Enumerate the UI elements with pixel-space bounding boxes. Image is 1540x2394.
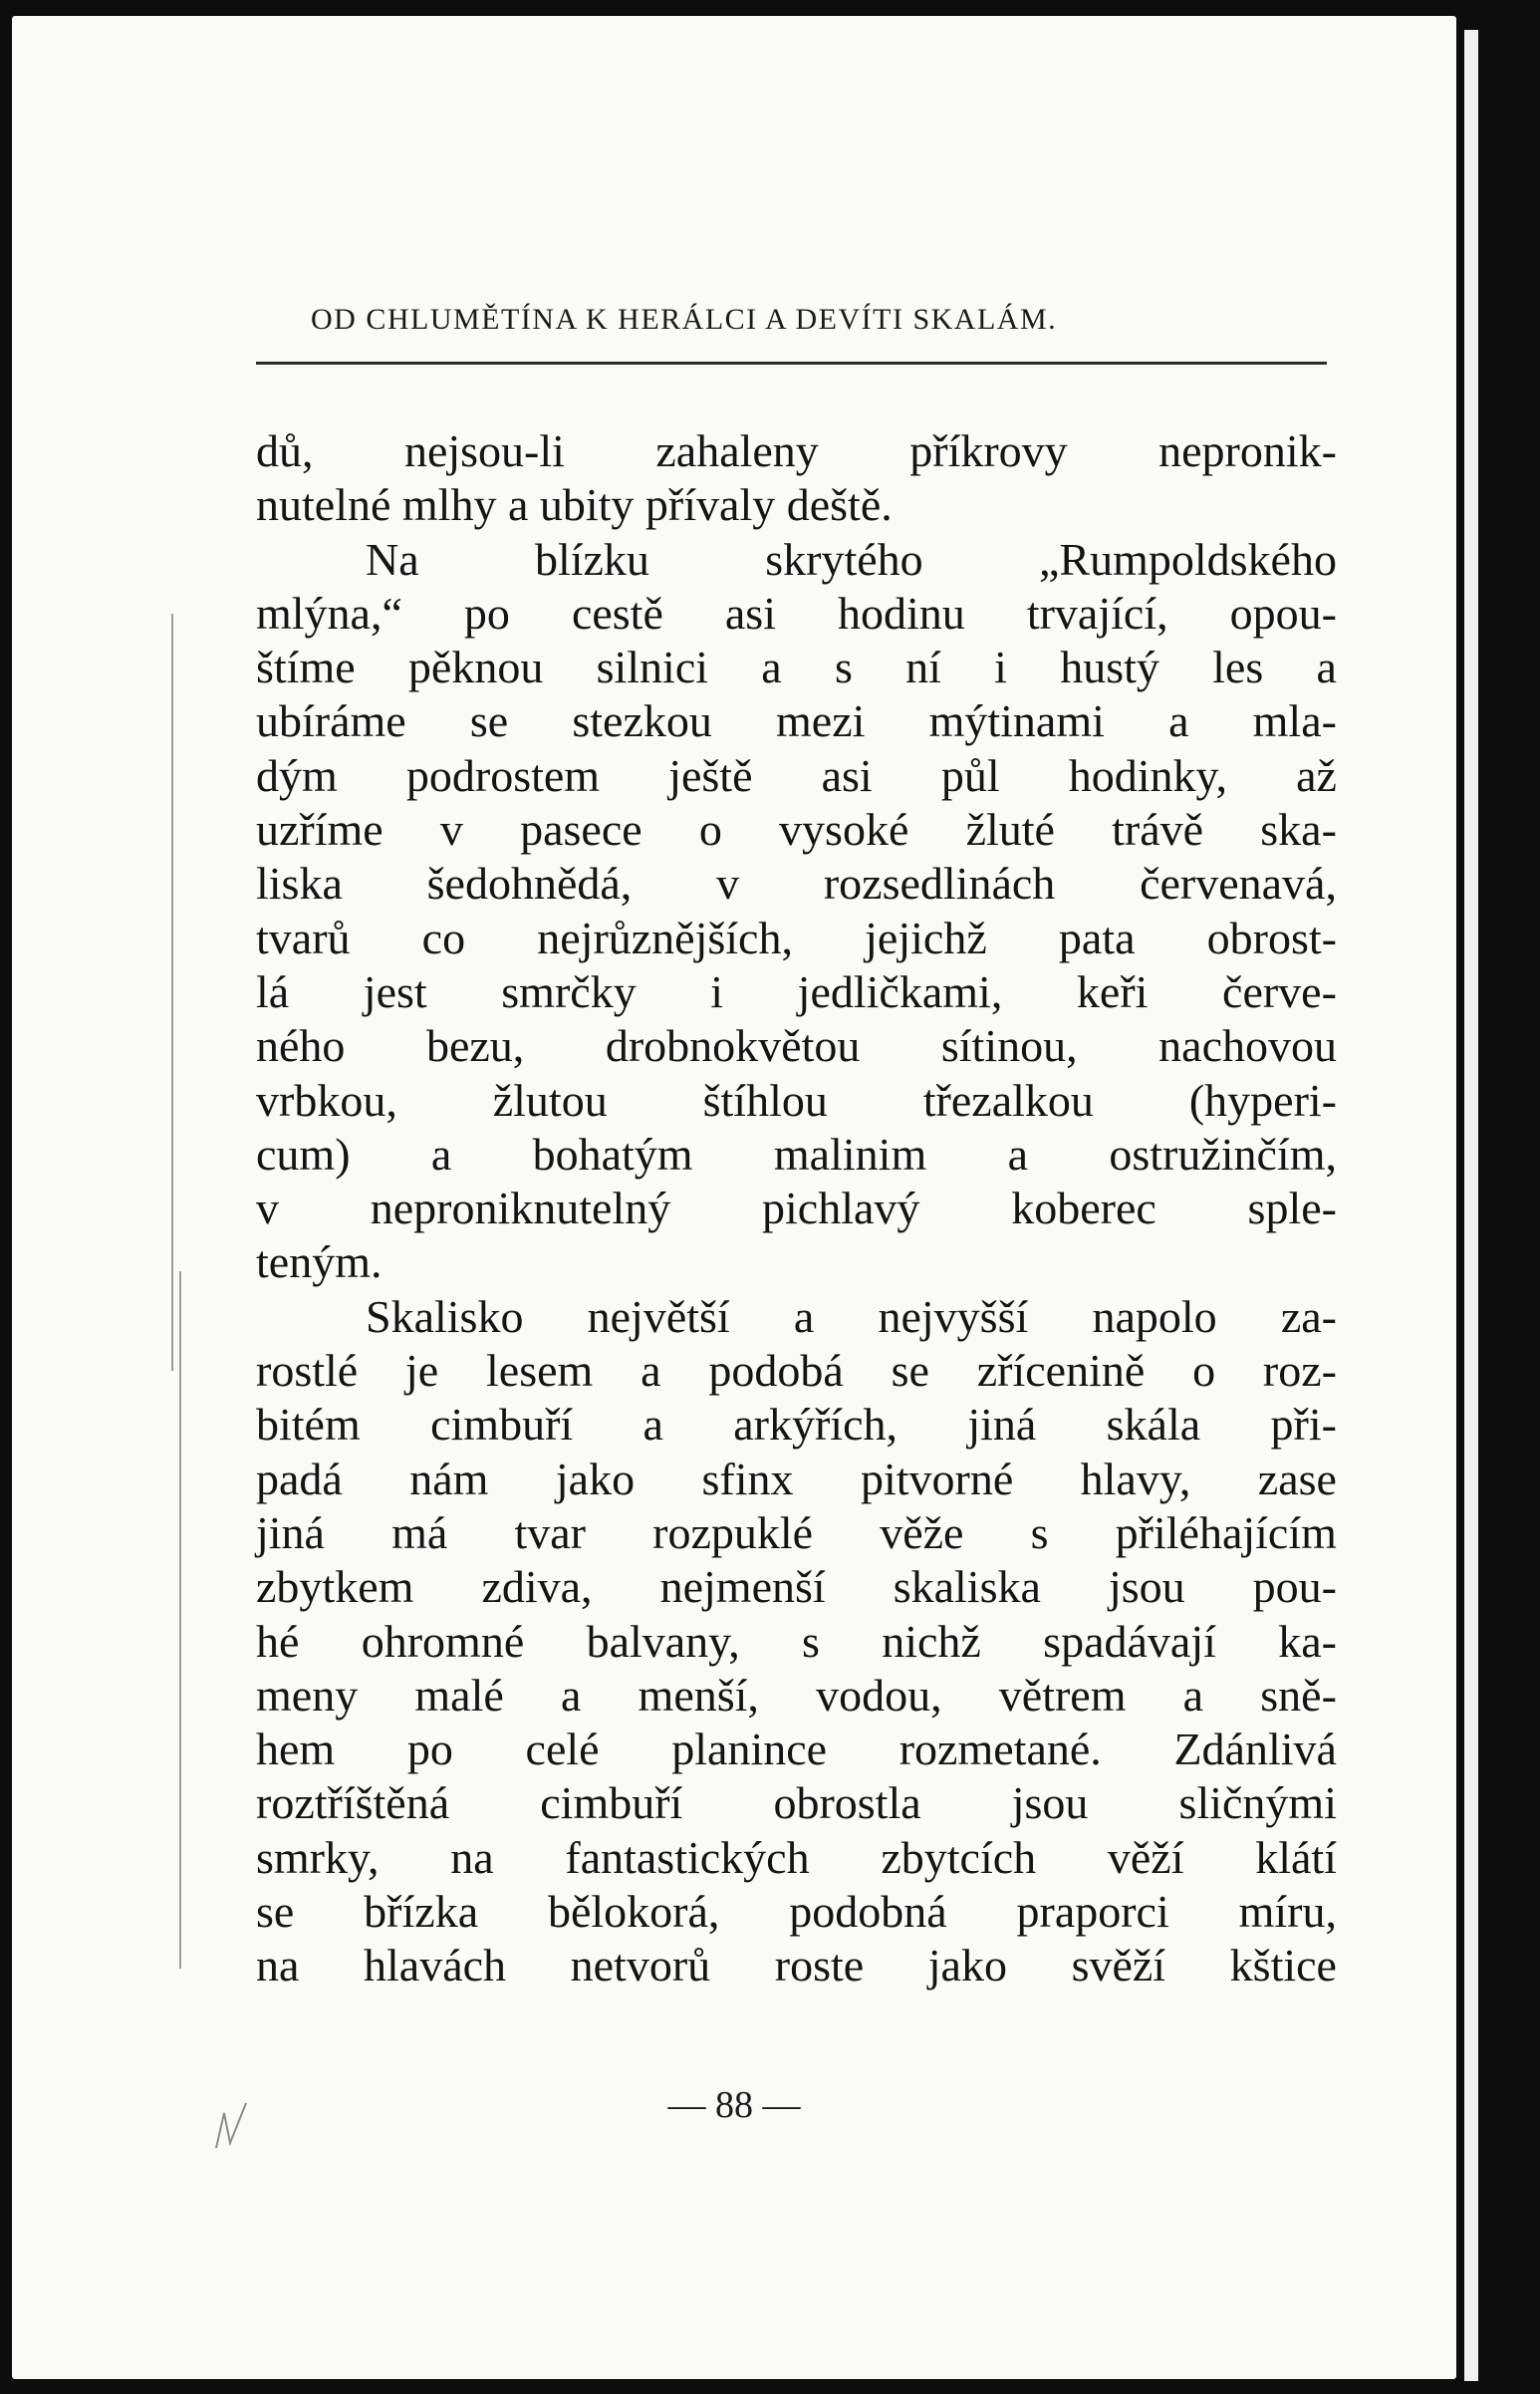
head-rule <box>256 362 1327 365</box>
text-line: v neproniknutelný pichlavý koberec sple- <box>256 1183 1337 1234</box>
text-line: dým podrostem ještě asi půl hodinky, až <box>256 749 1337 801</box>
text-line: Na blízku skrytého „Rumpoldského <box>366 533 1337 585</box>
page-number: — 88 — <box>667 2084 801 2126</box>
text-line: mlýna,“ po cestě asi hodinu trvající, opou- <box>256 587 1337 639</box>
text-line: uzříme v pasece o vysoké žluté trávě ska- <box>256 804 1337 856</box>
page-edge-strip <box>1464 30 1478 2381</box>
text-line: jiná má tvar rozpuklé věže s přiléhajícím <box>256 1506 1337 1558</box>
text-line: zbytkem zdiva, nejmenší skaliska jsou pou- <box>256 1561 1337 1613</box>
text-line: padá nám jako sfinx pitvorné hlavy, zase <box>256 1453 1337 1504</box>
text-line: cum) a bohatým malinim a ostružinčím, <box>256 1128 1337 1180</box>
book-page <box>12 16 1456 2379</box>
text-line: na hlavách netvorů roste jako svěží kštice <box>256 1940 1337 1992</box>
text-line: meny malé a menší, vodou, větrem a sně- <box>256 1669 1337 1721</box>
text-line: štíme pěknou silnici a s ní i hustý les a <box>256 642 1337 693</box>
text-line: Skalisko největší a nejvyšší napolo za- <box>366 1290 1337 1342</box>
body-text <box>256 424 1337 1994</box>
text-line: bitém cimbuří a arkýřích, jiná skála při- <box>256 1399 1337 1451</box>
text-line: ného bezu, drobnokvětou sítinou, nachovou <box>256 1020 1337 1072</box>
text-line: rostlé je lesem a podobá se zřícenině o roz- <box>256 1345 1337 1397</box>
text-line: hé ohromné balvany, s nichž spadávají ka- <box>256 1615 1337 1667</box>
pencil-margin-mark <box>171 614 173 1371</box>
text-line: smrky, na fantastických zbytcích věží klátí <box>256 1831 1337 1883</box>
text-line: se břízka bělokorá, podobná praporci míru, <box>256 1886 1337 1938</box>
pencil-margin-mark <box>179 1271 181 1969</box>
text-line: nutelné mlhy a ubity přívaly deště. <box>256 479 893 531</box>
text-line: vrbkou, žlutou štíhlou třezalkou (hyperi- <box>256 1074 1337 1126</box>
text-line: roztříštěná cimbuří obrostla jsou sličnými <box>256 1777 1337 1829</box>
text-line: liska šedohnědá, v rozsedlinách červenavá, <box>256 858 1337 910</box>
text-line: teným. <box>256 1236 383 1288</box>
text-line: tvarů co nejrůznějších, jejichž pata obrost- <box>256 912 1337 963</box>
running-head: OD CHLUMĚTÍNA K HERÁLCI A DEVÍTI SKALÁM. <box>311 303 1058 336</box>
text-line: dů, nejsou-li zahaleny příkrovy nepronik- <box>256 425 1337 476</box>
text-line: hem po celé planince rozmetané. Zdánlivá <box>256 1724 1337 1775</box>
text-line: ubíráme se stezkou mezi mýtinami a mla- <box>256 695 1337 747</box>
text-line: lá jest smrčky i jedličkami, keři červe- <box>256 965 1337 1017</box>
